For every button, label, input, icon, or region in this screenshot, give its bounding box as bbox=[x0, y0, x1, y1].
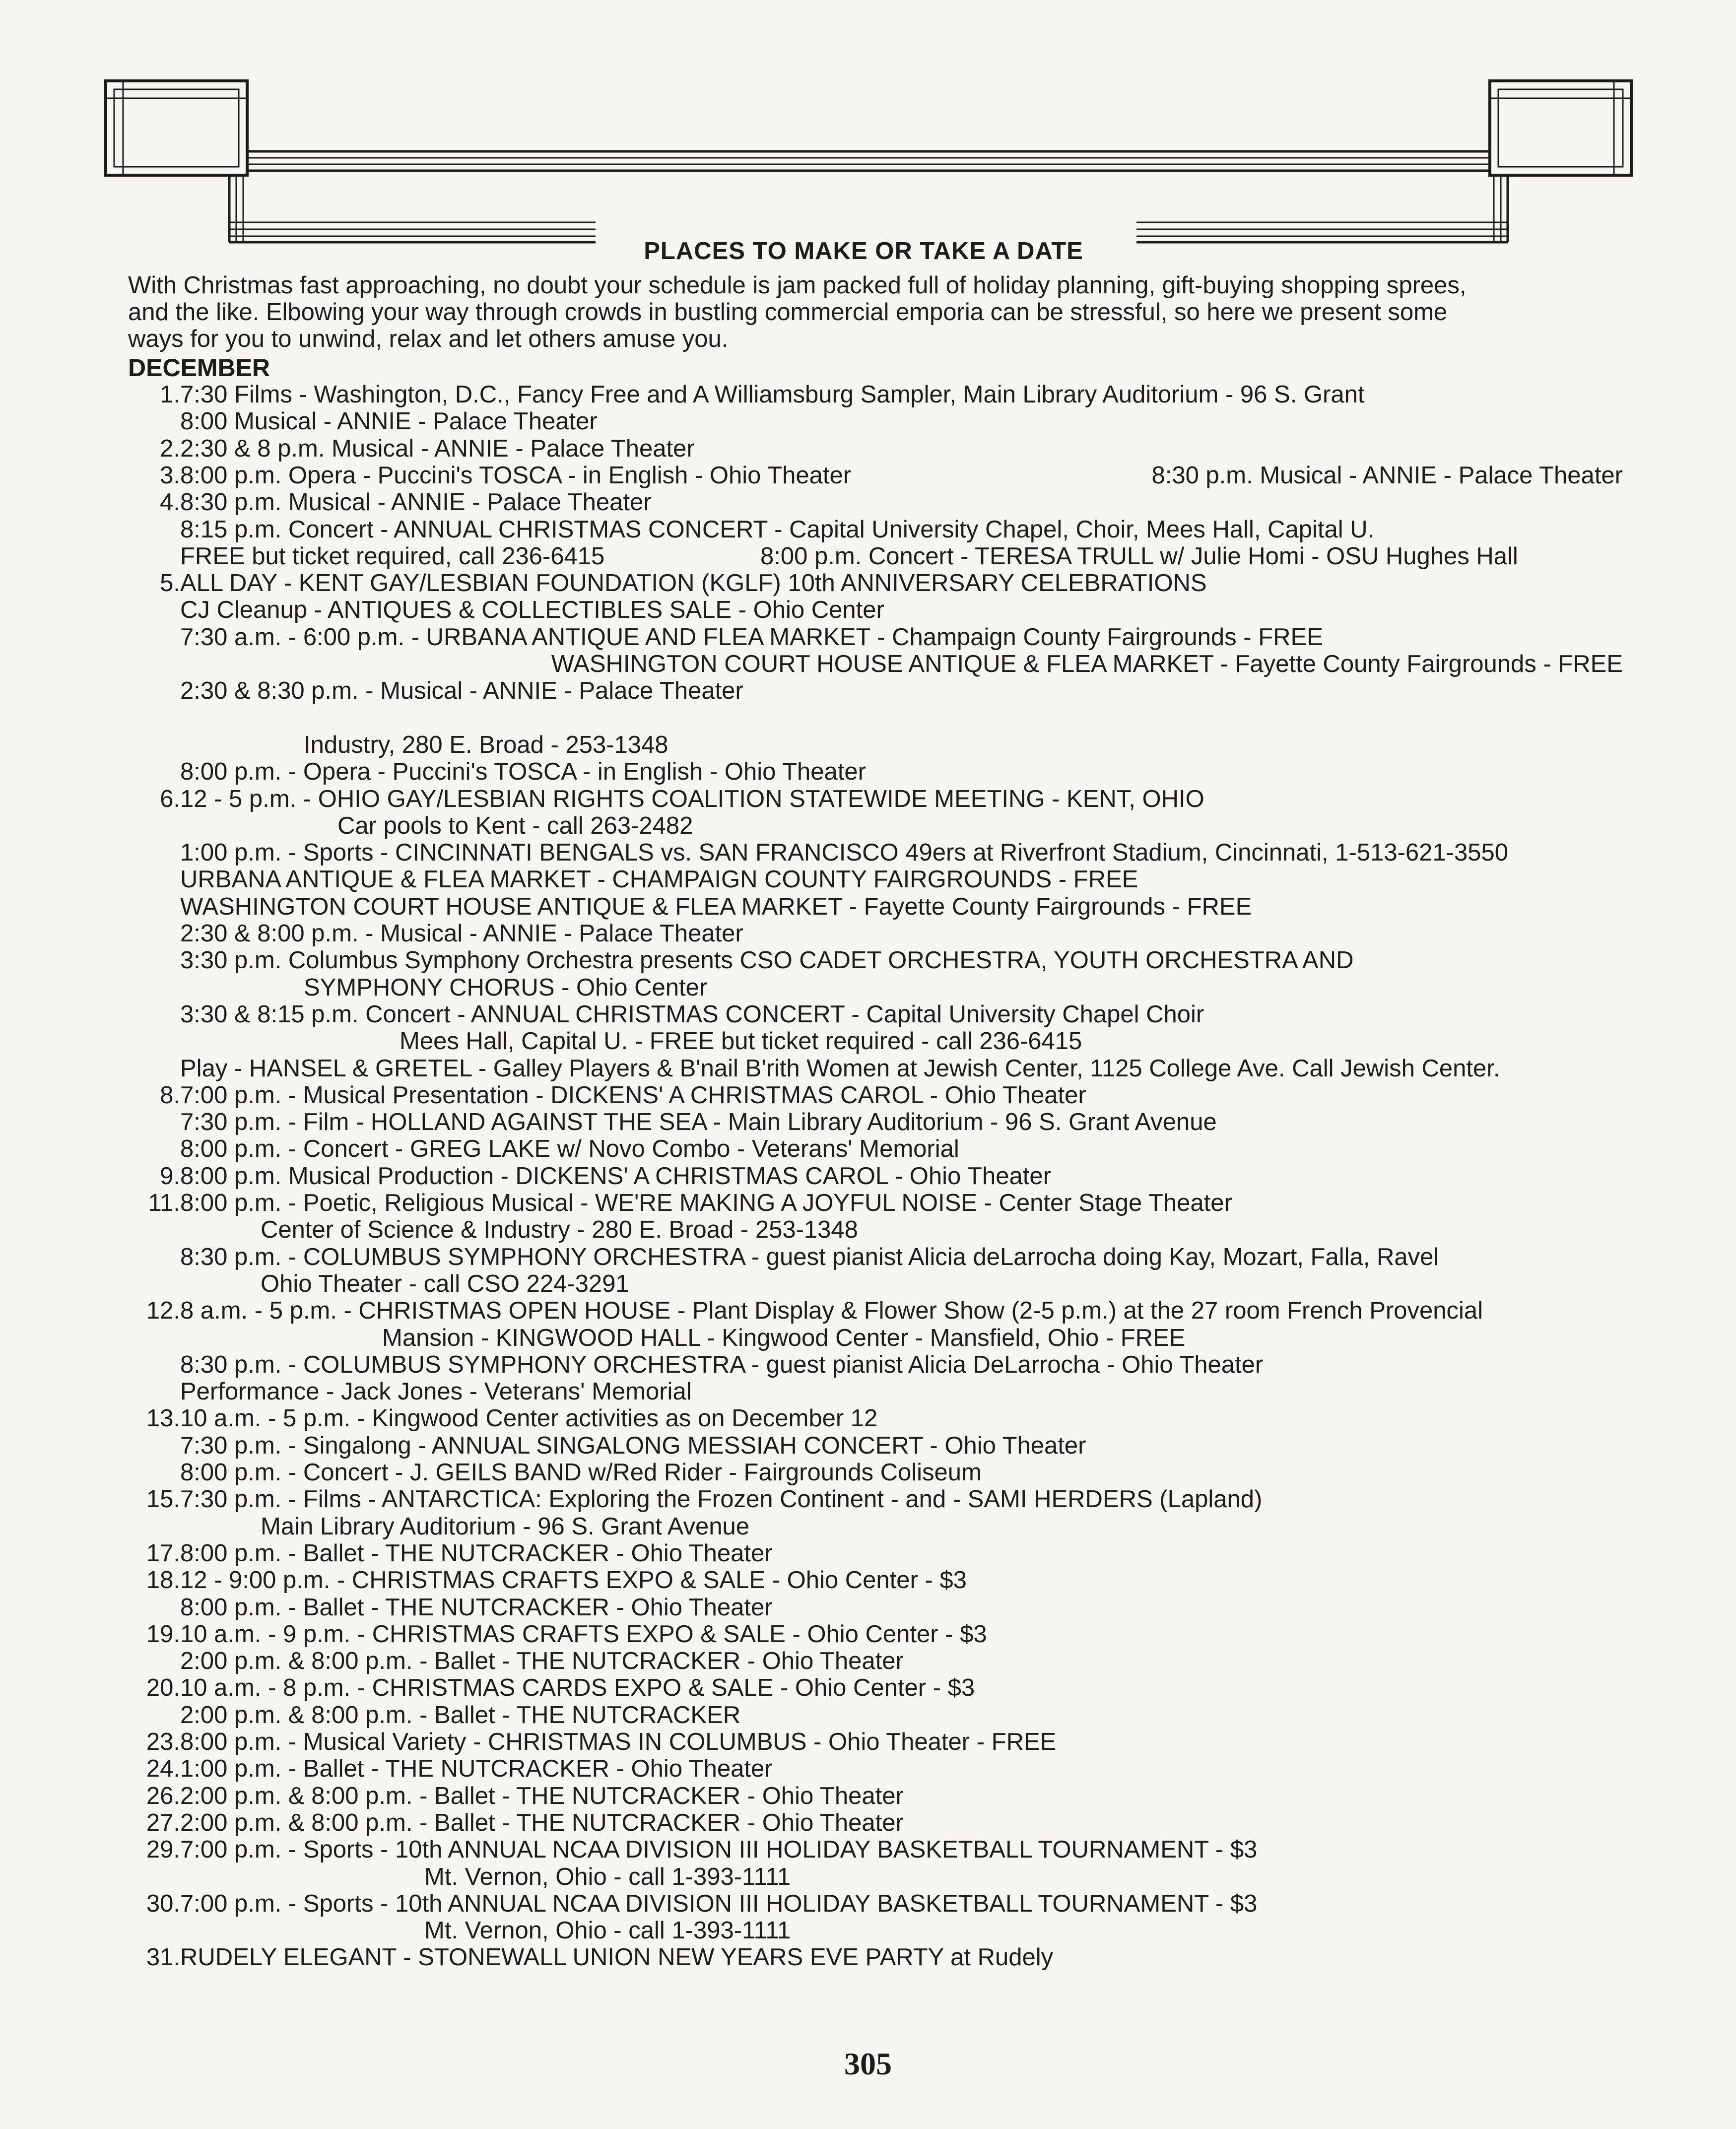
day-number: 8. bbox=[160, 1082, 180, 1109]
intro-line: ways for you to unwind, relax and let others amuse you. bbox=[128, 326, 729, 352]
day-number: 6. bbox=[160, 786, 180, 812]
schedule-line bbox=[0, 651, 1736, 677]
event-text: 7:30 p.m. - Films - ANTARCTICA: Exploring the Frozen Continent - and - SAMI HERDERS (Lapland) bbox=[180, 1486, 1263, 1513]
event-text: Main Library Auditorium - 96 S. Grant Avenue bbox=[261, 1513, 750, 1540]
event-text: URBANA ANTIQUE & FLEA MARKET - CHAMPAIGN COUNTY FAIRGROUNDS - FREE bbox=[180, 866, 1138, 893]
event-text: 1:00 p.m. - Ballet - THE NUTCRACKER - Ohio Theater bbox=[180, 1755, 773, 1782]
day-number: 27. bbox=[146, 1809, 180, 1836]
page-title: PLACES TO MAKE OR TAKE A DATE bbox=[644, 238, 1083, 265]
schedule-line bbox=[0, 1244, 1736, 1270]
schedule-line bbox=[0, 1432, 1736, 1459]
schedule-line bbox=[0, 1702, 1736, 1729]
day-number: 4. bbox=[160, 489, 180, 516]
event-text: 8:00 p.m. - Musical Variety - CHRISTMAS IN COLUMBUS - Ohio Theater - FREE bbox=[180, 1729, 1057, 1755]
schedule-line bbox=[0, 1270, 1736, 1297]
event-text: 7:30 p.m. - Film - HOLLAND AGAINST THE SEA - Main Library Auditorium - 96 S. Grant Avenue bbox=[180, 1109, 1217, 1135]
schedule-line bbox=[0, 974, 1736, 1001]
schedule-line bbox=[0, 543, 1736, 570]
day-number: 3. bbox=[160, 462, 180, 489]
day-number: 11. bbox=[148, 1190, 180, 1216]
event-text: SYMPHONY CHORUS - Ohio Center bbox=[304, 974, 708, 1001]
schedule-line bbox=[0, 1513, 1736, 1540]
schedule-line bbox=[0, 1109, 1736, 1135]
schedule-line bbox=[0, 677, 1736, 704]
schedule-line bbox=[0, 705, 1736, 732]
event-text: 2:00 p.m. & 8:00 p.m. - Ballet - THE NUTCRACKER - Ohio Theater bbox=[180, 1783, 904, 1809]
schedule-line bbox=[0, 1459, 1736, 1486]
schedule-line bbox=[0, 1082, 1736, 1109]
event-text: 8:30 p.m. - COLUMBUS SYMPHONY ORCHESTRA - guest pianist Alicia DeLarrocha - Ohio Theater bbox=[180, 1351, 1264, 1378]
event-text: 7:30 p.m. - Singalong - ANNUAL SINGALONG MESSIAH CONCERT - Ohio Theater bbox=[180, 1432, 1086, 1459]
schedule-line bbox=[0, 1028, 1736, 1055]
schedule-line bbox=[0, 1863, 1736, 1890]
schedule-line bbox=[0, 786, 1736, 812]
event-text: 3:30 & 8:15 p.m. Concert - ANNUAL CHRISTMAS CONCERT - Capital University Chapel Choir bbox=[180, 1001, 1204, 1028]
schedule-line bbox=[0, 1809, 1736, 1836]
day-number: 15. bbox=[146, 1486, 180, 1513]
day-number: 26. bbox=[146, 1783, 180, 1809]
schedule-line bbox=[0, 516, 1736, 543]
day-number: 30. bbox=[146, 1890, 180, 1917]
event-text: Ohio Theater - call CSO 224-3291 bbox=[261, 1270, 629, 1297]
day-number: 13. bbox=[146, 1405, 180, 1432]
event-text: 10 a.m. - 9 p.m. - CHRISTMAS CRAFTS EXPO & SALE - Ohio Center - $3 bbox=[180, 1621, 987, 1648]
event-text: 8 a.m. - 5 p.m. - CHRISTMAS OPEN HOUSE - Plant Display & Flower Show (2-5 p.m.) at the 27 room French Provencial bbox=[180, 1297, 1483, 1324]
day-number: 19. bbox=[146, 1621, 180, 1648]
schedule-line bbox=[0, 1594, 1736, 1621]
schedule-line bbox=[0, 1917, 1736, 1944]
event-text: Play - HANSEL & GRETEL - Galley Players & B'nail B'rith Women at Jewish Center, 1125 College Ave. Call Jewish Center. bbox=[180, 1055, 1500, 1082]
event-text: 8:00 p.m. Opera - Puccini's TOSCA - in English - Ohio Theater bbox=[180, 462, 852, 489]
event-text-right: WASHINGTON COURT HOUSE ANTIQUE & FLEA MARKET - Fayette County Fairgrounds - FREE bbox=[551, 651, 1623, 677]
schedule-line bbox=[0, 920, 1736, 947]
day-number: 2. bbox=[160, 435, 180, 462]
schedule-line bbox=[0, 1216, 1736, 1243]
event-text: Mt. Vernon, Ohio - call 1-393-1111 bbox=[424, 1917, 791, 1944]
event-text: 8:00 p.m. - Concert - J. GEILS BAND w/Red Rider - Fairgrounds Coliseum bbox=[180, 1459, 982, 1486]
event-text: 7:00 p.m. - Sports - 10th ANNUAL NCAA DIVISION III HOLIDAY BASKETBALL TOURNAMENT - $3 bbox=[180, 1890, 1258, 1917]
schedule-line bbox=[0, 1135, 1736, 1162]
event-text: 8:15 p.m. Concert - ANNUAL CHRISTMAS CONCERT - Capital University Chapel, Choir, Mees Hall, Capital U. bbox=[180, 516, 1375, 543]
schedule-line bbox=[0, 1755, 1736, 1782]
day-number: 20. bbox=[146, 1674, 180, 1701]
schedule-line bbox=[0, 462, 1736, 489]
event-text: 2:00 p.m. & 8:00 p.m. - Ballet - THE NUTCRACKER - Ohio Theater bbox=[180, 1648, 904, 1674]
intro-paragraph bbox=[128, 272, 1627, 352]
event-text: 7:30 a.m. - 6:00 p.m. - URBANA ANTIQUE AND FLEA MARKET - Champaign County Fairgrounds - FREE bbox=[180, 624, 1323, 651]
schedule-line bbox=[0, 1567, 1736, 1594]
day-number: 9. bbox=[160, 1163, 180, 1190]
intro-line: With Christmas fast approaching, no doubt your schedule is jam packed full of holiday planning, gift-buying shopping sprees, bbox=[128, 272, 1467, 299]
event-text: 2:30 & 8:00 p.m. - Musical - ANNIE - Palace Theater bbox=[180, 920, 743, 947]
schedule-line bbox=[0, 1783, 1736, 1809]
schedule-line bbox=[0, 1190, 1736, 1216]
event-text: CJ Cleanup - ANTIQUES & COLLECTIBLES SALE - Ohio Center bbox=[180, 597, 884, 623]
day-number: 29. bbox=[146, 1836, 180, 1863]
schedule-line bbox=[0, 1540, 1736, 1567]
schedule-line bbox=[0, 1297, 1736, 1324]
event-text: 3:30 p.m. Columbus Symphony Orchestra presents CSO CADET ORCHESTRA, YOUTH ORCHESTRA AND bbox=[180, 947, 1354, 974]
event-text: 2:00 p.m. & 8:00 p.m. - Ballet - THE NUTCRACKER - Ohio Theater bbox=[180, 1809, 904, 1836]
event-text: 8:00 p.m. - Ballet - THE NUTCRACKER - Ohio Theater bbox=[180, 1540, 773, 1567]
event-text: 10 a.m. - 8 p.m. - CHRISTMAS CARDS EXPO & SALE - Ohio Center - $3 bbox=[180, 1674, 975, 1701]
event-text: 8:00 p.m. - Poetic, Religious Musical - WE'RE MAKING A JOYFUL NOISE - Center Stage Theater bbox=[180, 1190, 1232, 1216]
schedule-line bbox=[0, 435, 1736, 462]
event-text-right: 8:30 p.m. Musical - ANNIE - Palace Theater bbox=[1151, 462, 1623, 489]
day-number: 18. bbox=[146, 1567, 180, 1594]
event-text: RUDELY ELEGANT - STONEWALL UNION NEW YEARS EVE PARTY at Rudely bbox=[180, 1944, 1054, 1971]
day-number: 31. bbox=[146, 1944, 180, 1971]
schedule-line bbox=[0, 1621, 1736, 1648]
event-text: 7:00 p.m. - Sports - 10th ANNUAL NCAA DIVISION III HOLIDAY BASKETBALL TOURNAMENT - $3 bbox=[180, 1836, 1258, 1863]
event-text: 7:30 Films - Washington, D.C., Fancy Free and A Williamsburg Sampler, Main Library Auditorium - 96 S. Grant bbox=[180, 381, 1365, 408]
event-text: 12 - 9:00 p.m. - CHRISTMAS CRAFTS EXPO & SALE - Ohio Center - $3 bbox=[180, 1567, 967, 1594]
schedule-line bbox=[0, 1890, 1736, 1917]
day-number: 17. bbox=[146, 1540, 180, 1567]
event-text: 2:30 & 8:30 p.m. - Musical - ANNIE - Palace Theater bbox=[180, 677, 743, 704]
event-text: 1:00 p.m. - Sports - CINCINNATI BENGALS vs. SAN FRANCISCO 49ers at Riverfront Stadium, Cincinnati, 1-513-621-3550 bbox=[180, 839, 1508, 866]
schedule-line bbox=[0, 1163, 1736, 1190]
event-text: Car pools to Kent - call 263-2482 bbox=[337, 812, 693, 839]
schedule-line bbox=[0, 1405, 1736, 1432]
day-number: 1. bbox=[160, 381, 180, 408]
schedule-line bbox=[0, 947, 1736, 974]
event-text: 10 a.m. - 5 p.m. - Kingwood Center activities as on December 12 bbox=[180, 1405, 878, 1432]
schedule-line bbox=[0, 1674, 1736, 1701]
schedule-line bbox=[0, 624, 1736, 651]
event-text: Industry, 280 E. Broad - 253-1348 bbox=[304, 732, 668, 758]
event-text: Mt. Vernon, Ohio - call 1-393-1111 bbox=[424, 1863, 791, 1890]
schedule-line bbox=[0, 893, 1736, 920]
day-number: 23. bbox=[146, 1729, 180, 1755]
schedule-line bbox=[0, 381, 1736, 408]
schedule-line bbox=[0, 1486, 1736, 1513]
intro-line: and the like. Elbowing your way through crowds in bustling commercial emporia can be stressful, so here we present some bbox=[128, 299, 1448, 326]
schedule-line bbox=[0, 839, 1736, 866]
event-text: 8:30 p.m. - COLUMBUS SYMPHONY ORCHESTRA - guest pianist Alicia deLarrocha doing Kay, Mozart, Falla, Ravel bbox=[180, 1244, 1439, 1270]
schedule-line bbox=[0, 570, 1736, 597]
schedule-line bbox=[0, 1351, 1736, 1378]
event-text: 8:00 p.m. - Ballet - THE NUTCRACKER - Ohio Theater bbox=[180, 1594, 773, 1621]
page-number: 305 bbox=[844, 2046, 892, 2081]
event-text-secondary: 8:00 p.m. Concert - TERESA TRULL w/ Julie Homi - OSU Hughes Hall bbox=[760, 543, 1518, 570]
event-text: 7:00 p.m. - Musical Presentation - DICKENS' A CHRISTMAS CAROL - Ohio Theater bbox=[180, 1082, 1086, 1109]
schedule-line bbox=[0, 489, 1736, 516]
schedule-line bbox=[0, 758, 1736, 785]
schedule-line bbox=[0, 1944, 1736, 1971]
schedule-line bbox=[0, 866, 1736, 893]
event-text: FREE but ticket required, call 236-6415 bbox=[180, 543, 605, 570]
event-text: 8:00 p.m. - Opera - Puccini's TOSCA - in English - Ohio Theater bbox=[180, 758, 866, 785]
event-text: 8:00 p.m. - Concert - GREG LAKE w/ Novo Combo - Veterans' Memorial bbox=[180, 1135, 959, 1162]
event-text: Performance - Jack Jones - Veterans' Memorial bbox=[180, 1378, 692, 1405]
schedule-line bbox=[0, 1325, 1736, 1351]
event-text: 2:30 & 8 p.m. Musical - ANNIE - Palace Theater bbox=[180, 435, 695, 462]
schedule-line bbox=[0, 1836, 1736, 1863]
schedule-line bbox=[0, 408, 1736, 435]
schedule-line bbox=[0, 1001, 1736, 1028]
day-number: 5. bbox=[160, 570, 180, 597]
schedule-line bbox=[0, 812, 1736, 839]
schedule-line bbox=[0, 1055, 1736, 1082]
event-text: 8:00 p.m. Musical Production - DICKENS' A CHRISTMAS CAROL - Ohio Theater bbox=[180, 1163, 1051, 1190]
event-text: ALL DAY - KENT GAY/LESBIAN FOUNDATION (KGLF) 10th ANNIVERSARY CELEBRATIONS bbox=[180, 570, 1207, 597]
event-text: Mees Hall, Capital U. - FREE but ticket required - call 236-6415 bbox=[400, 1028, 1082, 1055]
schedule-line bbox=[0, 1378, 1736, 1405]
schedule-line bbox=[0, 732, 1736, 758]
event-text: 2:00 p.m. & 8:00 p.m. - Ballet - THE NUTCRACKER bbox=[180, 1702, 741, 1729]
day-number: 24. bbox=[146, 1755, 180, 1782]
schedule-line bbox=[0, 1648, 1736, 1674]
event-text: Center of Science & Industry - 280 E. Broad - 253-1348 bbox=[261, 1216, 858, 1243]
event-text: Mansion - KINGWOOD HALL - Kingwood Center - Mansfield, Ohio - FREE bbox=[382, 1325, 1186, 1351]
event-text: WASHINGTON COURT HOUSE ANTIQUE & FLEA MARKET - Fayette County Fairgrounds - FREE bbox=[180, 893, 1252, 920]
event-text: 8:00 Musical - ANNIE - Palace Theater bbox=[180, 408, 598, 435]
schedule-line bbox=[0, 597, 1736, 623]
month-heading: DECEMBER bbox=[128, 354, 270, 382]
event-text: 12 - 5 p.m. - OHIO GAY/LESBIAN RIGHTS COALITION STATEWIDE MEETING - KENT, OHIO bbox=[180, 786, 1204, 812]
day-number: 12. bbox=[146, 1297, 180, 1324]
schedule-line bbox=[0, 1729, 1736, 1755]
event-schedule bbox=[0, 381, 1736, 1994]
event-text: 8:30 p.m. Musical - ANNIE - Palace Theater bbox=[180, 489, 652, 516]
